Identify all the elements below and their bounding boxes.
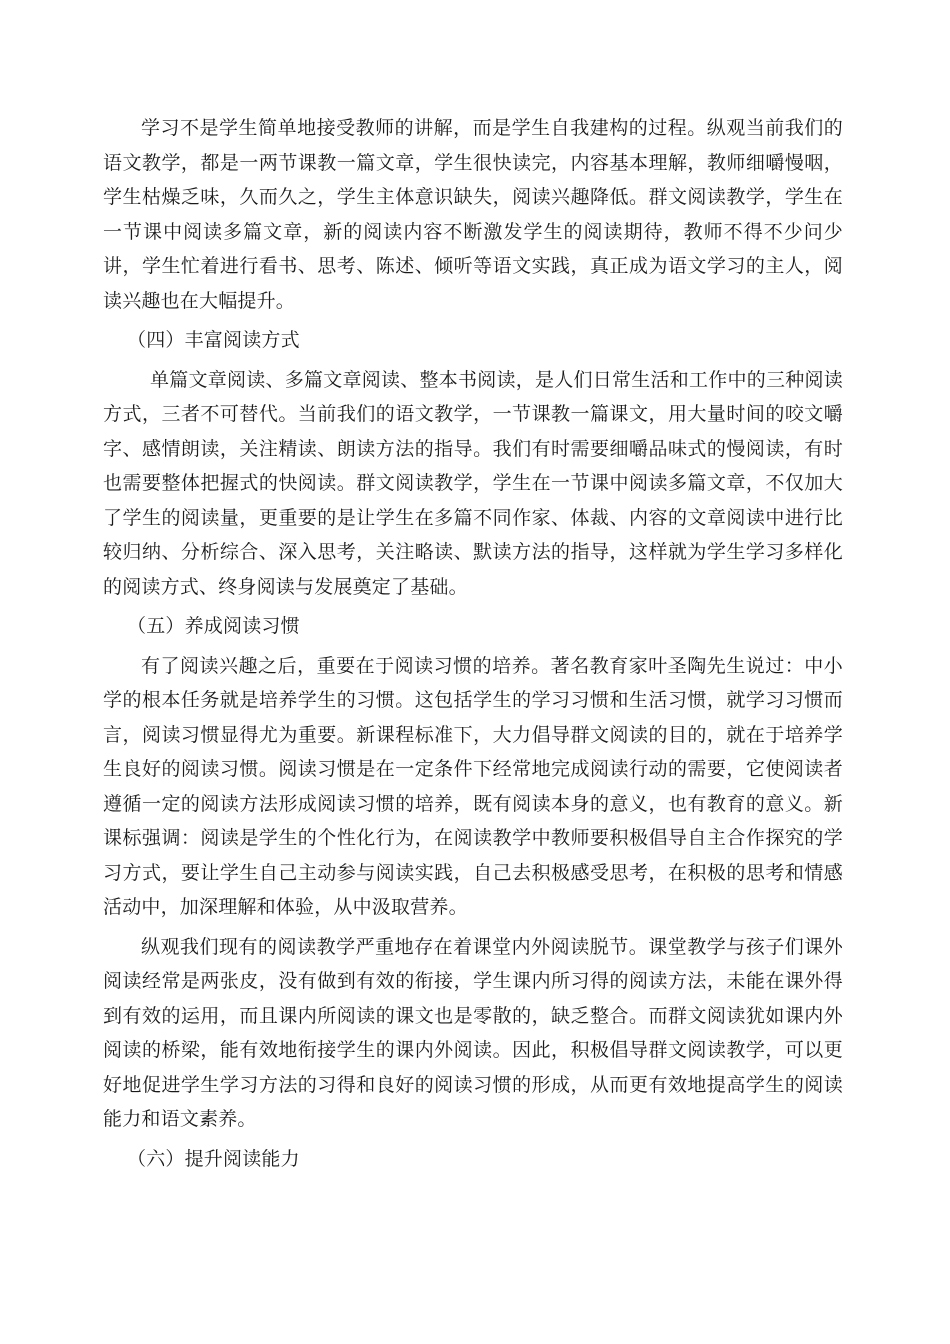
section-heading-6: （六）提升阅读能力 (127, 1147, 300, 1170)
document-body (103, 111, 843, 1176)
paragraph-classroom-reading: 纵观我们现有的阅读教学严重地存在着课堂内外阅读脱节。课堂教学与孩子们课外阅读经常是两张皮，没有做到有效的衔接，学生课内所习得的阅读方法，未能在课外得到有效的运用，而且课内所阅读的课文也是零散的，缺乏整合。而群文阅读犹如课内外阅读的桥梁，能有效地衔接学生的课内外阅读。因此，积极倡导群文阅读教学，可以更好地促进学生学习方法的习得和良好的阅读习惯的形成，从而更有效地提高学生的阅读能力和语文素养。 (103, 935, 843, 1130)
paragraph-reading-habits: 有了阅读兴趣之后，重要在于阅读习惯的培养。著名教育家叶圣陶先生说过：中小学的根本任务就是培养学生的习惯。这包括学生的学习习惯和生活习惯，就学习习惯而言，阅读习惯显得尤为重要。新课程标准下，大力倡导群文阅读的目的，就在于培养学生良好的阅读习惯。阅读习惯是在一定条件下经常地完成阅读行动的需要，它使阅读者遵循一定的阅读方法形成阅读习惯的培养，既有阅读本身的意义，也有教育的意义。新课标强调：阅读是学生的个性化行为，在阅读教学中教师要积极倡导自主合作探究的学习方式，要让学生自己主动参与阅读实践，自己去积极感受思考，在积极的思考和情感活动中，加深理解和体验，从中汲取营养。 (103, 654, 843, 918)
paragraph-learning-process: 学习不是学生简单地接受教师的讲解，而是学生自我建构的过程。纵观当前我们的语文教学，都是一两节课教一篇文章，学生很快读完，内容基本理解，教师细嚼慢咽，学生枯燥乏味，久而久之，学生主体意识缺失，阅读兴趣降低。群文阅读教学，学生在一节课中阅读多篇文章，新的阅读内容不断激发学生的阅读期待，教师不得不少问少讲，学生忙着进行看书、思考、陈述、倾听等语文实践，真正成为语文学习的主人，阅读兴趣也在大幅提升。 (103, 117, 843, 312)
section-heading-4: （四）丰富阅读方式 (127, 329, 300, 351)
paragraph-reading-methods: 单篇文章阅读、多篇文章阅读、整本书阅读，是人们日常生活和工作中的三种阅读方式，三者不可替代。当前我们的语文教学，一节课教一篇课文，用大量时间的咬文嚼字、感情朗读，关注精读、朗读方法的指导。我们有时需要细嚼品味式的慢阅读，有时也需要整体把握式的快阅读。群文阅读教学，学生在一节课中阅读多篇文章，不仅加大了学生的阅读量，更重要的是让学生在多篇不同作家、体裁、内容的文章阅读中进行比较归纳、分析综合、深入思考，关注略读、默读方法的指导，这样就为学生学习多样化的阅读方式、终身阅读与发展奠定了基础。 (103, 368, 843, 598)
section-heading-5: （五）养成阅读习惯 (127, 615, 300, 637)
